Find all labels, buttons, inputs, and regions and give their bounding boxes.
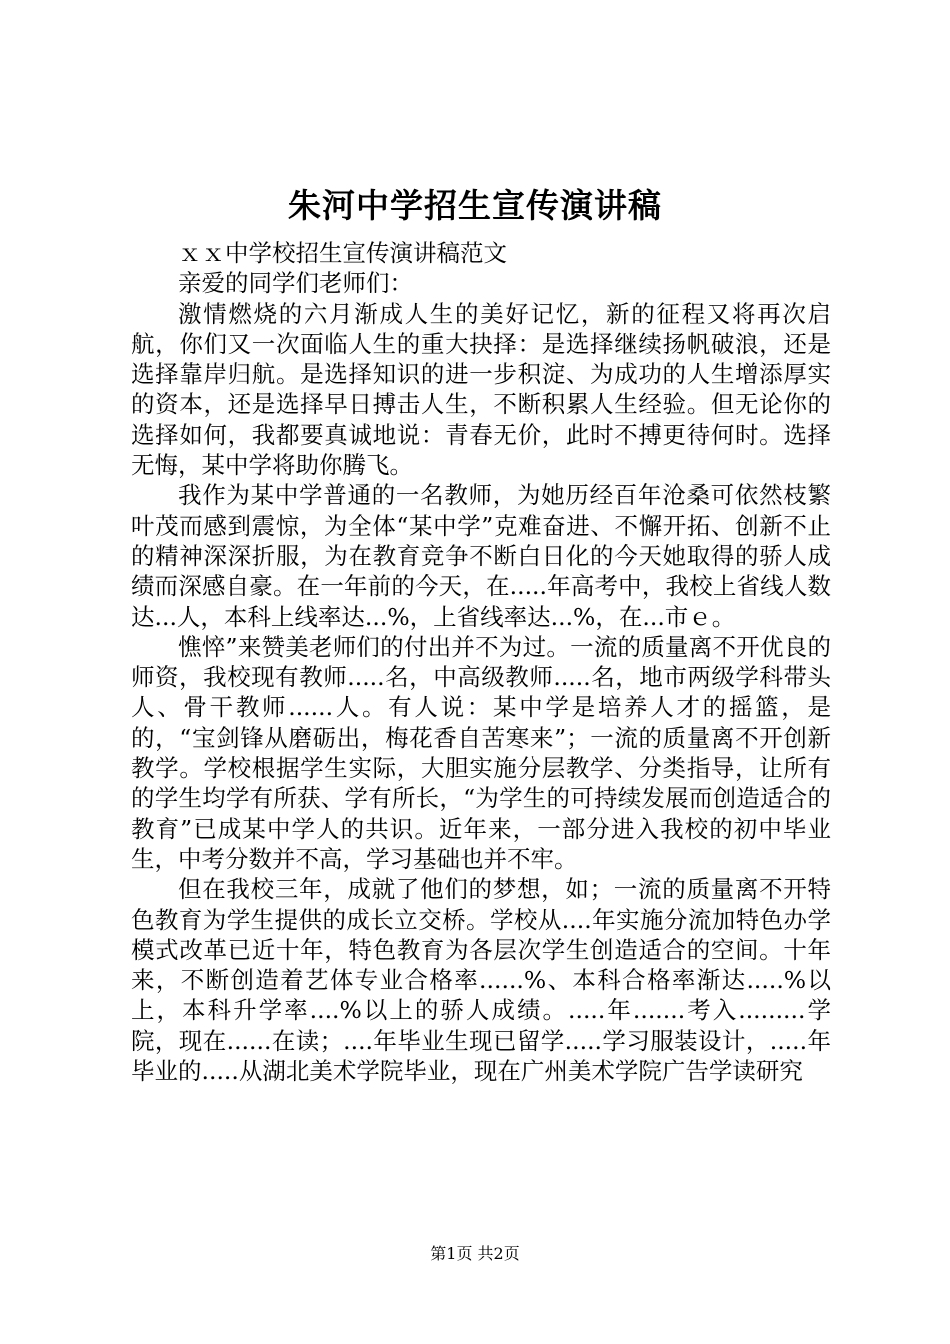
subtitle-paragraph: ｘｘ中学校招生宣传演讲稿范文 [178, 239, 507, 267]
body-paragraph: 但在我校三年，成就了他们的梦想，如；一流的质量离不开特色教育为学生提供的成长立交桥。学校从....年实施分流加特色办学模式改革已近十年，特色教育为各层次学生创造适合的空间。十年来，不断创造着艺体专业合格率......%、本科合格率渐达.....%以上，本科升学率....%以上的骄人成绩。.....年.......考入.........学院，现在......在读；....年毕业生现已留学.....学习服装设计，.....年毕业的.....从湖北美术学院毕业，现在广州美术学院广告学读研究 [131, 875, 831, 1086]
page-number-footer: 第1页 共2页 [430, 1244, 520, 1263]
body-paragraph: 我作为某中学普通的一名教师，为她历经百年沧桑可依然枝繁叶茂而感到震惊，为全体“某中学”克难奋进、不懈开拓、创新不止的精神深深折服，为在教育竞争不断白日化的今天她取得的骄人成绩而深感自豪。在一年前的今天，在.....年高考中，我校上省线人数达...人，本科上线率达...%，上省线率达...%，在...市ｅ。 [131, 481, 831, 631]
body-paragraph: 憔悴”来赞美老师们的付出并不为过。一流的质量离不开优良的师资，我校现有教师.....名，中高级教师.....名，地市两级学科带头人、骨干教师......人。有人说：某中学是培养人才的摇篮，是的，“宝剑锋从磨砺出，梅花香自苦寒来”；一流的质量离不开创新教学。学校根据学生实际，大胆实施分层教学、分类指导，让所有的学生均学有所获、学有所长，“为学生的可持续发展而创造适合的教育”已成某中学人的共识。近年来，一部分进入我校的初中毕业生，中考分数并不高，学习基础也并不牢。 [131, 632, 831, 873]
body-paragraph: 激情燃烧的六月渐成人生的美好记忆，新的征程又将再次启航，你们又一次面临人生的重大抉择：是选择继续扬帆破浪，还是选择靠岸归航。是选择知识的进一步积淀、为成功的人生增添厚实的资本，还是选择早日搏击人生，不断积累人生经验。但无论你的选择如何，我都要真诚地说：青春无价，此时不搏更待何时。选择无悔，某中学将助你腾飞。 [131, 299, 831, 480]
document-body [131, 238, 831, 1086]
document-title: 朱河中学招生宣传演讲稿 [288, 186, 662, 225]
salutation-paragraph: 亲爱的同学们老师们： [178, 269, 413, 298]
